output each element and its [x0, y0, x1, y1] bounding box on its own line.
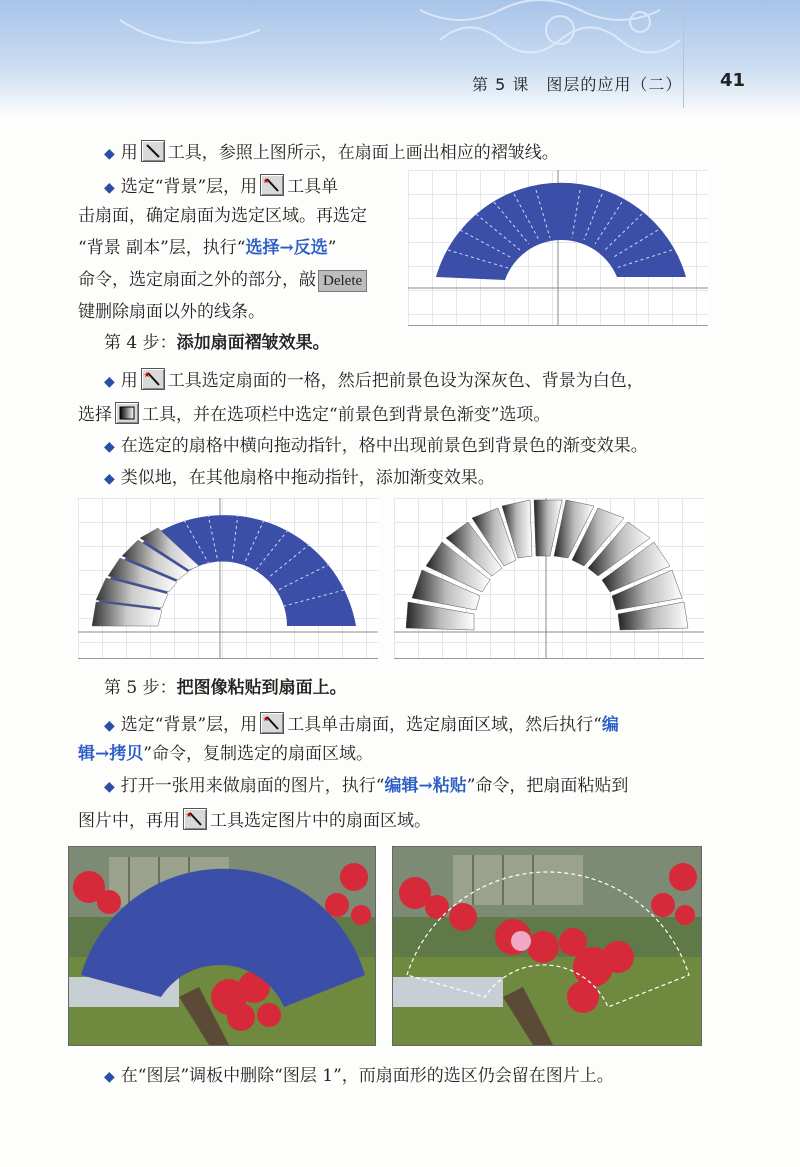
paragraph-gradient-line2	[78, 402, 550, 425]
paragraph-select-bg-line4	[78, 270, 369, 292]
page-number: 41	[720, 70, 746, 91]
text: ”	[327, 238, 337, 258]
figure-fan-fold-lines	[408, 170, 708, 326]
diamond-bullet-icon: ◆	[104, 1069, 115, 1085]
magic-wand-icon	[141, 368, 165, 390]
text: 选择	[78, 405, 112, 425]
text: ”命令，复制选定的扇面区域。	[143, 744, 373, 764]
paragraph-select-bg-line1	[104, 174, 338, 198]
menu-command-edit-copy: 编	[601, 715, 619, 735]
paragraph-delete-layer	[104, 1066, 614, 1087]
diamond-bullet-icon: ◆	[104, 779, 115, 795]
flower-photo-with-selection	[393, 847, 701, 1045]
paragraph-select-bg-line5: 键删除扇面以外的线条。	[78, 302, 265, 322]
text: 用	[120, 371, 138, 391]
text: 工具选定图片中的扇面区域。	[210, 811, 431, 831]
diamond-bullet-icon: ◆	[104, 374, 115, 390]
paragraph-similarly	[104, 468, 495, 489]
flower-photo-with-blue-fan	[69, 847, 375, 1045]
paragraph-select-bg-line2: 击扇面，确定扇面为选定区域。再选定	[78, 206, 367, 226]
diamond-bullet-icon: ◆	[104, 439, 115, 455]
fan-partial-gradient	[78, 498, 378, 658]
step-title: 添加扇面褶皱效果。	[176, 333, 330, 353]
text: 命令，选定扇面之外的部分，敲	[78, 270, 316, 290]
diamond-bullet-icon: ◆	[104, 718, 115, 734]
page-header-band	[0, 0, 800, 118]
menu-command-edit-paste: 编辑→粘贴	[384, 776, 467, 796]
text: 用	[120, 143, 138, 163]
figure-fan-full-gradient	[394, 498, 704, 659]
magic-wand-icon	[260, 712, 284, 734]
step-label: 第 4 步：	[104, 333, 177, 353]
step-4-heading	[104, 333, 330, 353]
paragraph-paste-line2	[78, 808, 431, 831]
diamond-bullet-icon: ◆	[104, 471, 115, 487]
menu-command-select-inverse: 选择→反选	[245, 238, 328, 258]
text: 选定“背景”层，用	[120, 715, 258, 735]
step-title: 把图像粘贴到扇面上。	[176, 678, 347, 698]
text: 在“图层”调板中删除“图层 1”，而扇面形的选区仍会留在图片上。	[120, 1066, 614, 1086]
text: 打开一张用来做扇面的图片，执行“	[120, 776, 385, 796]
diamond-bullet-icon: ◆	[104, 180, 115, 196]
diamond-bullet-icon: ◆	[104, 146, 115, 162]
header-decoration	[0, 0, 800, 118]
text: 类似地，在其他扇格中拖动指针，添加渐变效果。	[120, 468, 495, 488]
photo-fan-pasted	[68, 846, 376, 1046]
text: 在选定的扇格中横向拖动指针，格中出现前景色到背景色的渐变效果。	[120, 436, 648, 456]
magic-wand-icon	[260, 174, 284, 196]
text: 工具，并在选项栏中选定“前景色到背景色渐变”选项。	[142, 405, 551, 425]
step-5-heading	[104, 678, 347, 698]
text: 工具，参照上图所示，在扇面上画出相应的褶皱线。	[167, 143, 559, 163]
menu-command-edit-copy: 辑→拷贝	[78, 744, 144, 764]
gradient-tool-icon	[115, 402, 139, 424]
photo-fan-selection	[392, 846, 702, 1046]
paragraph-gradient-line1	[104, 368, 644, 392]
paragraph-paste-line1	[104, 776, 628, 797]
step-label: 第 5 步：	[104, 678, 177, 698]
magic-wand-icon	[183, 808, 207, 830]
paragraph-select-bg-line3	[78, 238, 336, 258]
text: 图片中，再用	[78, 811, 180, 831]
text: ”命令，把扇面粘贴到	[466, 776, 629, 796]
paragraph-line-tool	[104, 140, 559, 164]
text: 工具单	[287, 177, 339, 197]
delete-key-label: Delete	[318, 270, 367, 292]
text: “背景 副本”层，执行“	[78, 238, 246, 258]
figure-fan-partial-gradient	[78, 498, 378, 659]
fan-shape-blue	[408, 170, 708, 325]
header-divider	[683, 0, 684, 108]
paragraph-copy-line1	[104, 712, 619, 736]
fan-full-gradient	[394, 498, 704, 658]
paragraph-copy-line2	[78, 744, 373, 764]
line-tool-icon	[141, 140, 165, 162]
text: 工具单击扇面，选定扇面区域，然后执行“	[287, 715, 602, 735]
paragraph-drag-pointer	[104, 436, 648, 457]
lesson-title: 第 5 课 图层的应用（二）	[472, 75, 683, 94]
text: 选定“背景”层，用	[120, 177, 258, 197]
text: 工具选定扇面的一格，然后把前景色设为深灰色、背景为白色，	[167, 371, 644, 391]
